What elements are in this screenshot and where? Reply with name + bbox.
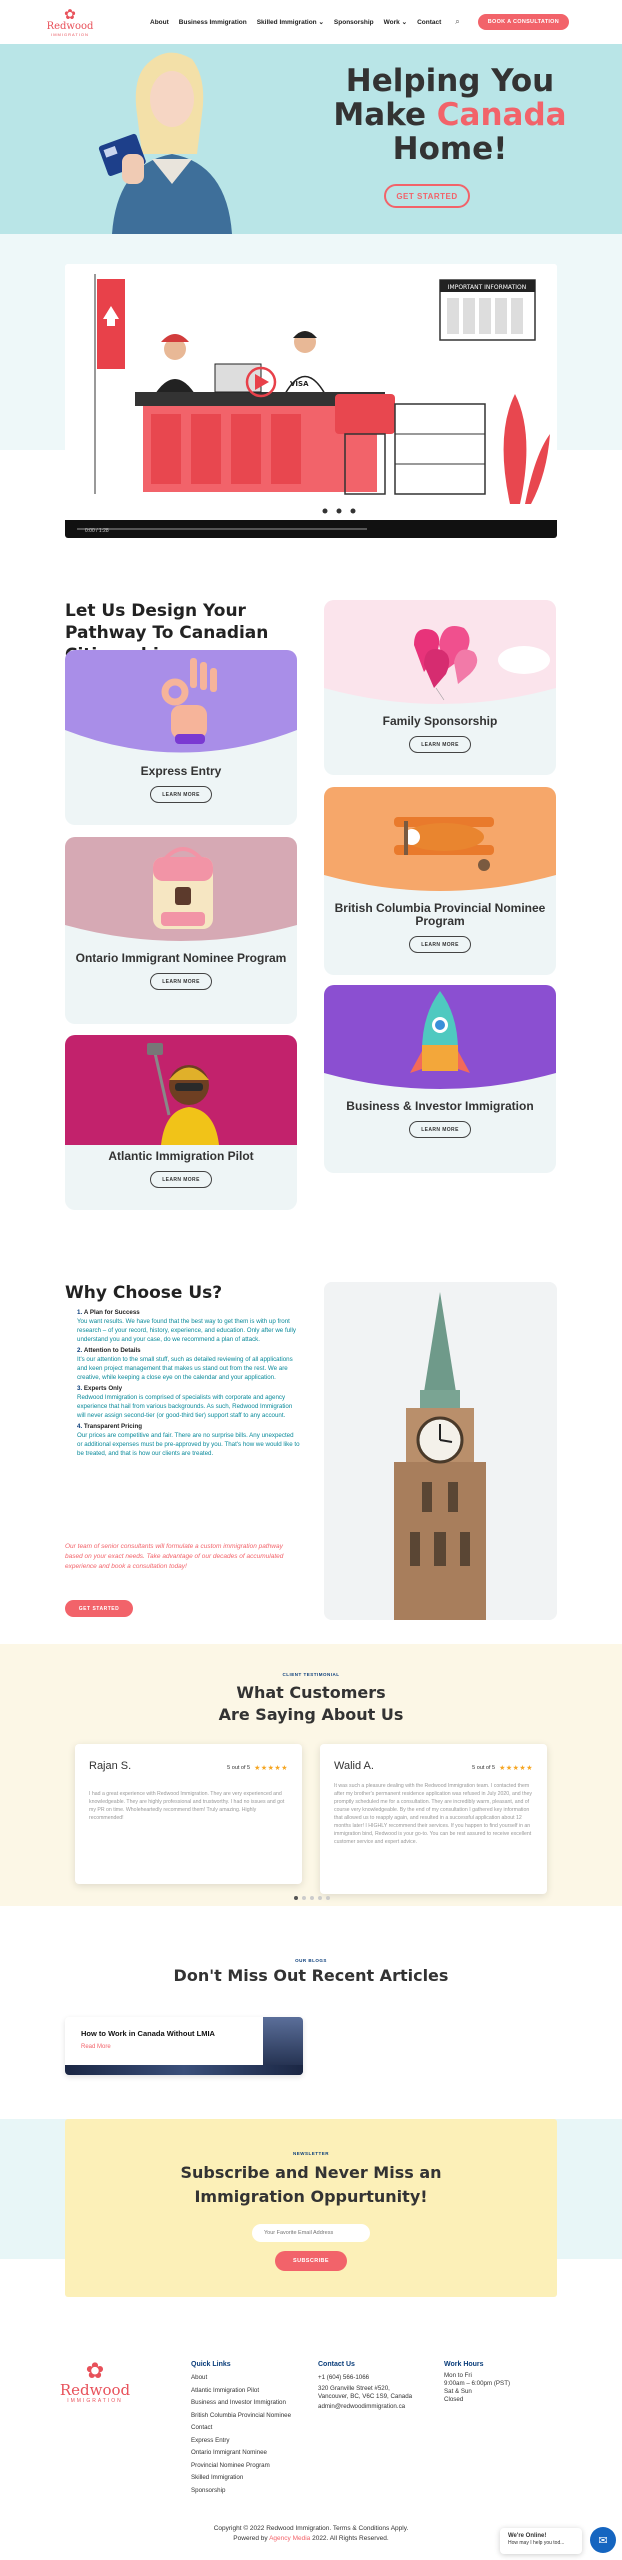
- review-score: 5 out of 5 ★★★★★: [472, 1765, 533, 1772]
- maple-leaf-icon: ✿: [64, 6, 76, 22]
- site-header: [0, 0, 622, 44]
- testimonial-card: [75, 1744, 302, 1884]
- nav-about[interactable]: About: [150, 18, 169, 26]
- card-family-sponsorship[interactable]: [324, 600, 556, 775]
- footer-col-title: Work Hours: [444, 2361, 484, 2368]
- card-atlantic-pilot[interactable]: [65, 1035, 297, 1210]
- learn-more-button[interactable]: LEARN MORE: [409, 936, 471, 953]
- footer-contact: [318, 2360, 412, 2413]
- footer-link[interactable]: About: [191, 2374, 208, 2381]
- list-item: 3. Experts Only Redwood Immigration is comprised of specialists with corporate and agency experience that hail from various backgrounds. As such, Redwood Immigration will never assign second-tier (or good-third tier) support staff to any account.: [77, 1385, 293, 1419]
- footer-col-title: Contact Us: [318, 2361, 355, 2368]
- ok-hand-image: [65, 650, 297, 760]
- peace-tower-image: [324, 1282, 557, 1620]
- blog-heading: Don't Miss Out Recent Articles: [173, 1966, 449, 1985]
- card-title: Express Entry: [140, 764, 222, 778]
- footer-address: 320 Granville Street #520,: [318, 2384, 390, 2392]
- airplane-image: [324, 787, 556, 897]
- learn-more-button[interactable]: LEARN MORE: [409, 736, 471, 753]
- hero-heading: Helping You Make Canada Home!: [333, 63, 567, 167]
- learn-more-button[interactable]: LEARN MORE: [150, 786, 212, 803]
- chat-bubble-icon[interactable]: ✉: [590, 2527, 616, 2553]
- search-icon[interactable]: ⌕: [455, 17, 460, 26]
- why-heading: Why Choose Us?: [65, 1283, 223, 1303]
- nav-contact[interactable]: Contact: [417, 18, 442, 26]
- carousel-dots: [294, 1896, 330, 1900]
- footer-logo[interactable]: [60, 2360, 130, 2404]
- clock-tower-illustration: [324, 1282, 557, 1620]
- footer-link[interactable]: Skilled Immigration: [191, 2474, 244, 2481]
- logo-wordmark: Redwood: [46, 21, 94, 32]
- footer-quick-links: [191, 2360, 291, 2497]
- maple-leaf-icon: ✿: [85, 2358, 105, 2383]
- copyright: Copyright © 2022 Redwood Immigration. Terms & Conditions Apply. Powered by Agency Media 2022. All Rights Reserved.: [213, 2525, 409, 2542]
- card-title: British Columbia Provincial Nominee Program: [334, 901, 546, 928]
- site-logo[interactable]: [40, 7, 100, 37]
- newsletter-section: [65, 2119, 557, 2297]
- footer-link[interactable]: Sponsorship: [191, 2486, 226, 2494]
- visa-stamp: VISA: [290, 380, 309, 388]
- carousel-dot[interactable]: [302, 1896, 306, 1900]
- agency-link[interactable]: Agency Media: [269, 2535, 311, 2542]
- list-item: 4. Transparent Pricing Our prices are competitive and fair. There are no surprise bills. Any unexpected or additional expenses must be pre-approved by you. That's how we would like to be treated, and that is how our clients are treated.: [77, 1423, 300, 1457]
- review-text: I had a great experience with Redwood Immigration. They are very experienced and knowledgeable. They are highly professional and trustworthy. I had no issues and got my PR on time. Wholeheartedly recommend them! Truly amazing. Highly recommended!: [89, 1791, 285, 1821]
- footer-link[interactable]: Ontario Immigrant Nominee: [191, 2449, 267, 2456]
- card-title: Atlantic Immigration Pilot: [108, 1149, 254, 1163]
- card-title: Family Sponsorship: [382, 714, 498, 728]
- testimonial-card: [320, 1744, 547, 1894]
- footer-link[interactable]: Contact: [191, 2424, 213, 2431]
- footer-col-title: Quick Links: [191, 2361, 231, 2368]
- review-score: 5 out of 5 ★★★★★: [227, 1765, 288, 1772]
- nav-work[interactable]: Work ⌄: [383, 19, 408, 26]
- hero-section: [0, 44, 622, 234]
- testimonials-section: [0, 1644, 622, 1906]
- list-item: 1. A Plan for Success You want results. We have found that the best way to get them is with up front research – of your record, history, experience, and education. Only after we fully understand you and your case, do we recommend a plan of attack.: [77, 1309, 296, 1343]
- star-rating-icon: ★★★★★: [254, 1765, 288, 1772]
- footer-link[interactable]: Provincial Nominee Program: [191, 2461, 270, 2469]
- hero-woman-with-passport-image: [92, 44, 242, 234]
- why-note: Our team of senior consultants will formulate a custom immigration pathway based on your exact needs. Take advantage of our decades of accumulated experience and book a consultation today!: [65, 1543, 284, 1570]
- carousel-dot[interactable]: [318, 1896, 322, 1900]
- main-nav: [150, 18, 441, 26]
- nav-skilled-immigration[interactable]: Skilled Immigration ⌄: [256, 19, 324, 26]
- chevron-down-icon: ⌄: [401, 19, 408, 26]
- footer-link[interactable]: Business and Investor Immigration: [191, 2399, 286, 2406]
- newsletter-heading: Subscribe and Never Miss an Immigration Oppurtunity!: [180, 2163, 442, 2206]
- video-progress-bar[interactable]: [77, 528, 367, 530]
- chat-title: We're Online!: [508, 2533, 547, 2539]
- why-get-started-button[interactable]: GET STARTED: [65, 1600, 133, 1617]
- chat-widget[interactable]: [500, 2528, 582, 2554]
- chevron-down-icon: ⌄: [318, 19, 324, 26]
- article-card[interactable]: [65, 2017, 303, 2075]
- footer-address: Vancouver, BC, V6C 1S9, Canada: [318, 2392, 413, 2400]
- video-illustration: [65, 264, 557, 538]
- footer-hours-text: Sat & Sun: [444, 2388, 472, 2395]
- footer-link[interactable]: British Columbia Provincial Nominee: [191, 2411, 292, 2419]
- review-text: It was such a pleasure dealing with the Redwood Immigration team. I contacted them after my brother's permanent residence application was refused in July 2020, and they promptly scheduled me for a consultation. They are incredibly warm, pleasant, and of course very knowledgeable. By the end of my consultation I gathered key information that allowed us to reapply again, and resulted in a successful application about 12 months later! I HIGHLY recommend their services. If you happen to find yourself in an immigration bind, Redwood is your go-to. You can be rest assured to receive excellent customer service and expert advice.: [334, 1783, 532, 1845]
- card-ontario-nominee[interactable]: [65, 837, 297, 1024]
- nav-business-immigration[interactable]: Business Immigration: [178, 18, 247, 26]
- intro-video-player[interactable]: [65, 264, 557, 538]
- footer-hours: [444, 2360, 510, 2404]
- card-express-entry[interactable]: [65, 650, 297, 825]
- book-consultation-button[interactable]: BOOK A CONSULTATION: [478, 14, 569, 30]
- star-rating-icon: ★★★★★: [499, 1765, 533, 1772]
- card-business-investor[interactable]: [324, 985, 556, 1173]
- card-title: Ontario Immigrant Nominee Program: [75, 951, 287, 965]
- list-item: 2. Attention to Details It's our attention to the small stuff, such as detailed reviewing of all applications and keen project management that makes us stand out from the rest. We are creative, while keeping a close eye on the calendar and your application.: [77, 1347, 293, 1381]
- selfie-stick-man-image: [65, 1035, 297, 1145]
- logo-subtitle: IMMIGRATION: [51, 32, 89, 37]
- chat-subtitle: How may I help you tod...: [508, 2540, 565, 2546]
- footer-hours-text: 9:00am – 6:00pm (PST): [444, 2380, 511, 2387]
- testimonials-eyebrow: CLIENT TESTIMONIAL: [282, 1672, 340, 1677]
- learn-more-button[interactable]: LEARN MORE: [409, 1121, 471, 1138]
- hero-get-started-button[interactable]: GET STARTED: [384, 184, 470, 208]
- footer-email[interactable]: admin@redwoodimmigration.ca: [318, 2402, 406, 2410]
- video-time: 0:00 / 1:28: [85, 528, 109, 534]
- services-heading: Let Us Design Your Pathway To Canadian: [65, 601, 269, 643]
- footer-link[interactable]: Express Entry: [191, 2436, 230, 2444]
- learn-more-button[interactable]: LEARN MORE: [150, 1171, 212, 1188]
- nav-sponsorship[interactable]: Sponsorship: [333, 18, 374, 26]
- reviewer-name: Rajan S.: [89, 1760, 132, 1772]
- article-image-strip: [65, 2065, 303, 2075]
- card-title: Business & Investor Immigration: [346, 1099, 534, 1113]
- article-title[interactable]: How to Work in Canada Without LMIA: [81, 2029, 215, 2038]
- footer-link[interactable]: Atlantic Immigration Pilot: [191, 2386, 260, 2394]
- footer-phone[interactable]: +1 (604) 566-1066: [318, 2374, 370, 2381]
- blog-eyebrow: OUR BLOGS: [295, 1958, 327, 1963]
- testimonials-heading: What Customers Are Saying About Us: [218, 1683, 404, 1724]
- subscribe-button[interactable]: SUBSCRIBE: [275, 2251, 347, 2271]
- card-bc-provincial-nominee[interactable]: [324, 787, 556, 975]
- reviewer-name: Walid A.: [334, 1760, 374, 1772]
- heart-balloons-image: [324, 600, 556, 710]
- newsletter-eyebrow: NEWSLETTER: [293, 2151, 329, 2156]
- logo-wordmark: Redwood: [59, 2381, 131, 2399]
- board-label: IMPORTANT INFORMATION: [447, 284, 527, 291]
- rocket-image: [324, 985, 556, 1095]
- carousel-dot[interactable]: [294, 1896, 298, 1900]
- email-field[interactable]: [252, 2224, 370, 2242]
- read-more-link[interactable]: Read More: [81, 2044, 111, 2050]
- backpack-image: [65, 837, 297, 947]
- footer-hours-text: Mon to Fri: [444, 2372, 472, 2379]
- logo-subtitle: IMMIGRATION: [67, 2398, 123, 2404]
- why-list: [65, 1308, 300, 1460]
- carousel-dot[interactable]: [326, 1896, 330, 1900]
- learn-more-button[interactable]: LEARN MORE: [150, 973, 212, 990]
- footer-hours-text: Closed: [444, 2396, 464, 2403]
- carousel-dot[interactable]: [310, 1896, 314, 1900]
